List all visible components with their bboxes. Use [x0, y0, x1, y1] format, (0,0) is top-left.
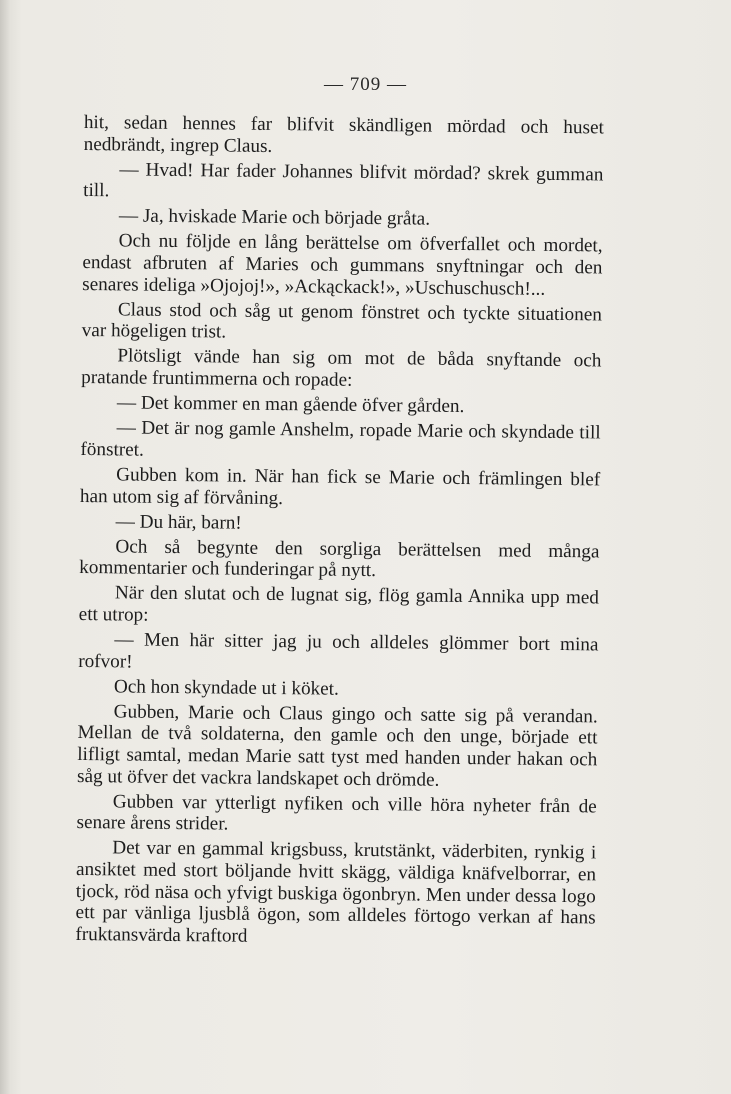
- paragraph-13: — Men här sitter jag ju och alldeles glömmer bort mina rofvor!: [78, 629, 599, 673]
- page-number: — 709 —: [324, 74, 407, 95]
- paragraph-11: Och så begynte den sorgliga berättelsen med många kommentarier och funderingar på nytt.: [79, 536, 600, 582]
- body-text: [75, 112, 604, 951]
- paragraph-15: Gubben, Marie och Claus gingo och satte sig på verandan. Mellan de två soldaterna, den gamle och den unge, började ett lifligt samtal, medan Marie satt tyst med handen under hakan och såg ut öfver det vackra landskapet och drömde.: [76, 701, 598, 791]
- paragraph-5: Claus stod och såg ut genom fönstret och tyckte situationen var högeligen trist.: [81, 299, 603, 343]
- paragraph-9: Gubben kom in. När han fick se Marie och främlingen blef han utom sig af förvåning.: [79, 464, 601, 509]
- paragraph-16: Gubben var ytterligt nyfiken och ville höra nyheter från de senare årens strider.: [76, 791, 597, 835]
- paragraph-1: hit, sedan hennes far blifvit skändligen mördad och huset nedbrändt, ingrep Claus.: [83, 112, 604, 157]
- page-edge-shadow: [0, 0, 10, 1094]
- paragraph-10: — Du här, barn!: [115, 510, 242, 534]
- paragraph-2: — Hvad! Har fader Johannes blifvit mördad? skrek gumman till.: [83, 159, 604, 202]
- paragraph-3: — Ja, hviskade Marie och började gråta.: [118, 205, 431, 231]
- paragraph-6: Plötsligt vände han sig om mot de båda snyftande och pratande fruntimmerna och ropade:: [81, 345, 602, 391]
- paragraph-17: Det var en gammal krigsbuss, krutstänkt, väderbiten, rynkig i ansiktet med stort böljande hvitt skägg, väldiga knäfvelborrar, en tjock, röd näsa och yfvigt buskiga ögonbryn. Men under dessa logo ett par vänliga ljusblå ögon, som alldeles förtogo verkan af hans fruktansvärda kraftord: [75, 837, 597, 947]
- paragraph-8: — Det är nog gamle Anshelm, ropade Marie och skyndade till fönstret.: [80, 417, 601, 461]
- paragraph-4: Och nu följde en lång berättelse om öfverfallet och mordet, endast afbruten af Maries och gummans snyftningar och den senares ideliga »Ojojoj!», »Ackąckack!», »Uschuschusch!...: [82, 230, 603, 300]
- paragraph-7: — Det kommer en man gående öfver gården.: [116, 392, 465, 418]
- paragraph-14: Och hon skyndade ut i köket.: [113, 676, 339, 700]
- paragraph-12: När den slutat och de lugnat sig, flög gamla Annika upp med ett utrop:: [78, 582, 600, 626]
